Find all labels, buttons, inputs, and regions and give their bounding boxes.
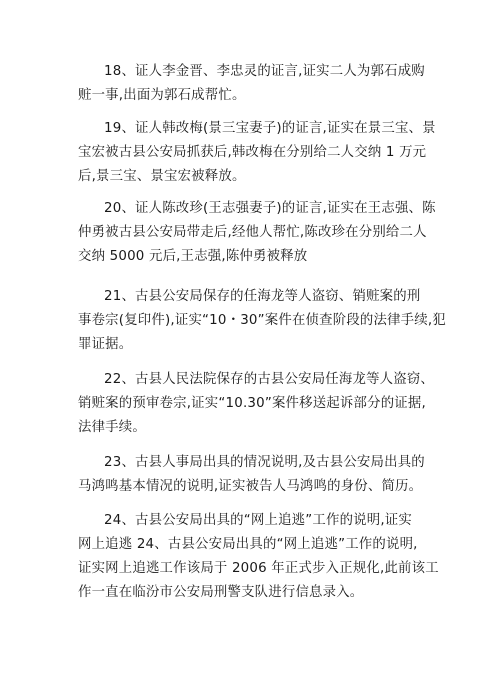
paragraph-line: 20、证人陈改珍(王志强妻子)的证言,证实在王志强、陈 — [104, 201, 436, 216]
paragraph-line: 24、古县公安局出具的“网上追逃”工作的说明,证实 — [104, 513, 412, 528]
paragraph-line: 赃一事,出面为郭石成帮忙。 — [78, 88, 246, 103]
paragraph-23 — [78, 451, 425, 499]
paragraph-line: 21、古县公安局保存的任海龙等人盗窃、销赃案的刑 — [104, 289, 421, 304]
paragraph-18 — [78, 60, 425, 108]
paragraph-22 — [78, 368, 435, 440]
paragraph-24 — [78, 509, 439, 605]
paragraph-line: 网上追逃 24、古县公安局出具的“网上追逃”工作的说明, — [78, 537, 418, 552]
paragraph-line: 罪证据。 — [78, 337, 133, 352]
paragraph-19 — [78, 117, 436, 189]
paragraph-line: 事卷宗(复印件),证实“10・30”案件在侦查阶段的法律手续,犯 — [78, 313, 446, 328]
paragraph-line: 23、古县人事局出具的情况说明,及古县公安局出具的 — [104, 455, 425, 470]
paragraph-line: 交纳 5000 元后,王志强,陈仲勇被释放 — [78, 249, 308, 264]
paragraph-line: 销赃案的预审卷宗,证实“10.30”案件移送起诉部分的证据, — [78, 396, 426, 411]
paragraph-line: 18、证人李金晋、李忠灵的证言,证实二人为郭石成购 — [104, 64, 425, 79]
paragraph-line: 仲勇被古县公安局带走后,经他人帮忙,陈改珍在分别给二人 — [78, 225, 427, 240]
paragraph-line: 19、证人韩改梅(景三宝妻子)的证言,证实在景三宝、景 — [104, 121, 436, 136]
paragraph-line: 宝宏被古县公安局抓获后,韩改梅在分别给二人交纳 1 万元 — [78, 145, 427, 160]
paragraph-21 — [78, 285, 446, 357]
paragraph-line: 法律手续。 — [78, 420, 146, 435]
paragraph-line: 马鸿鸣基本情况的说明,证实被告人马鸿鸣的身份、简历。 — [78, 479, 423, 494]
paragraph-line: 证实网上追逃工作该局于 2006 年正式步入正规化,此前该工 — [78, 561, 439, 576]
paragraph-line: 后,景三宝、景宝宏被释放。 — [78, 169, 246, 184]
paragraph-line: 作一直在临汾市公安局刑警支队进行信息录入。 — [78, 585, 364, 600]
paragraph-line: 22、古县人民法院保存的古县公安局任海龙等人盗窃、 — [104, 372, 435, 387]
paragraph-20 — [78, 197, 436, 269]
